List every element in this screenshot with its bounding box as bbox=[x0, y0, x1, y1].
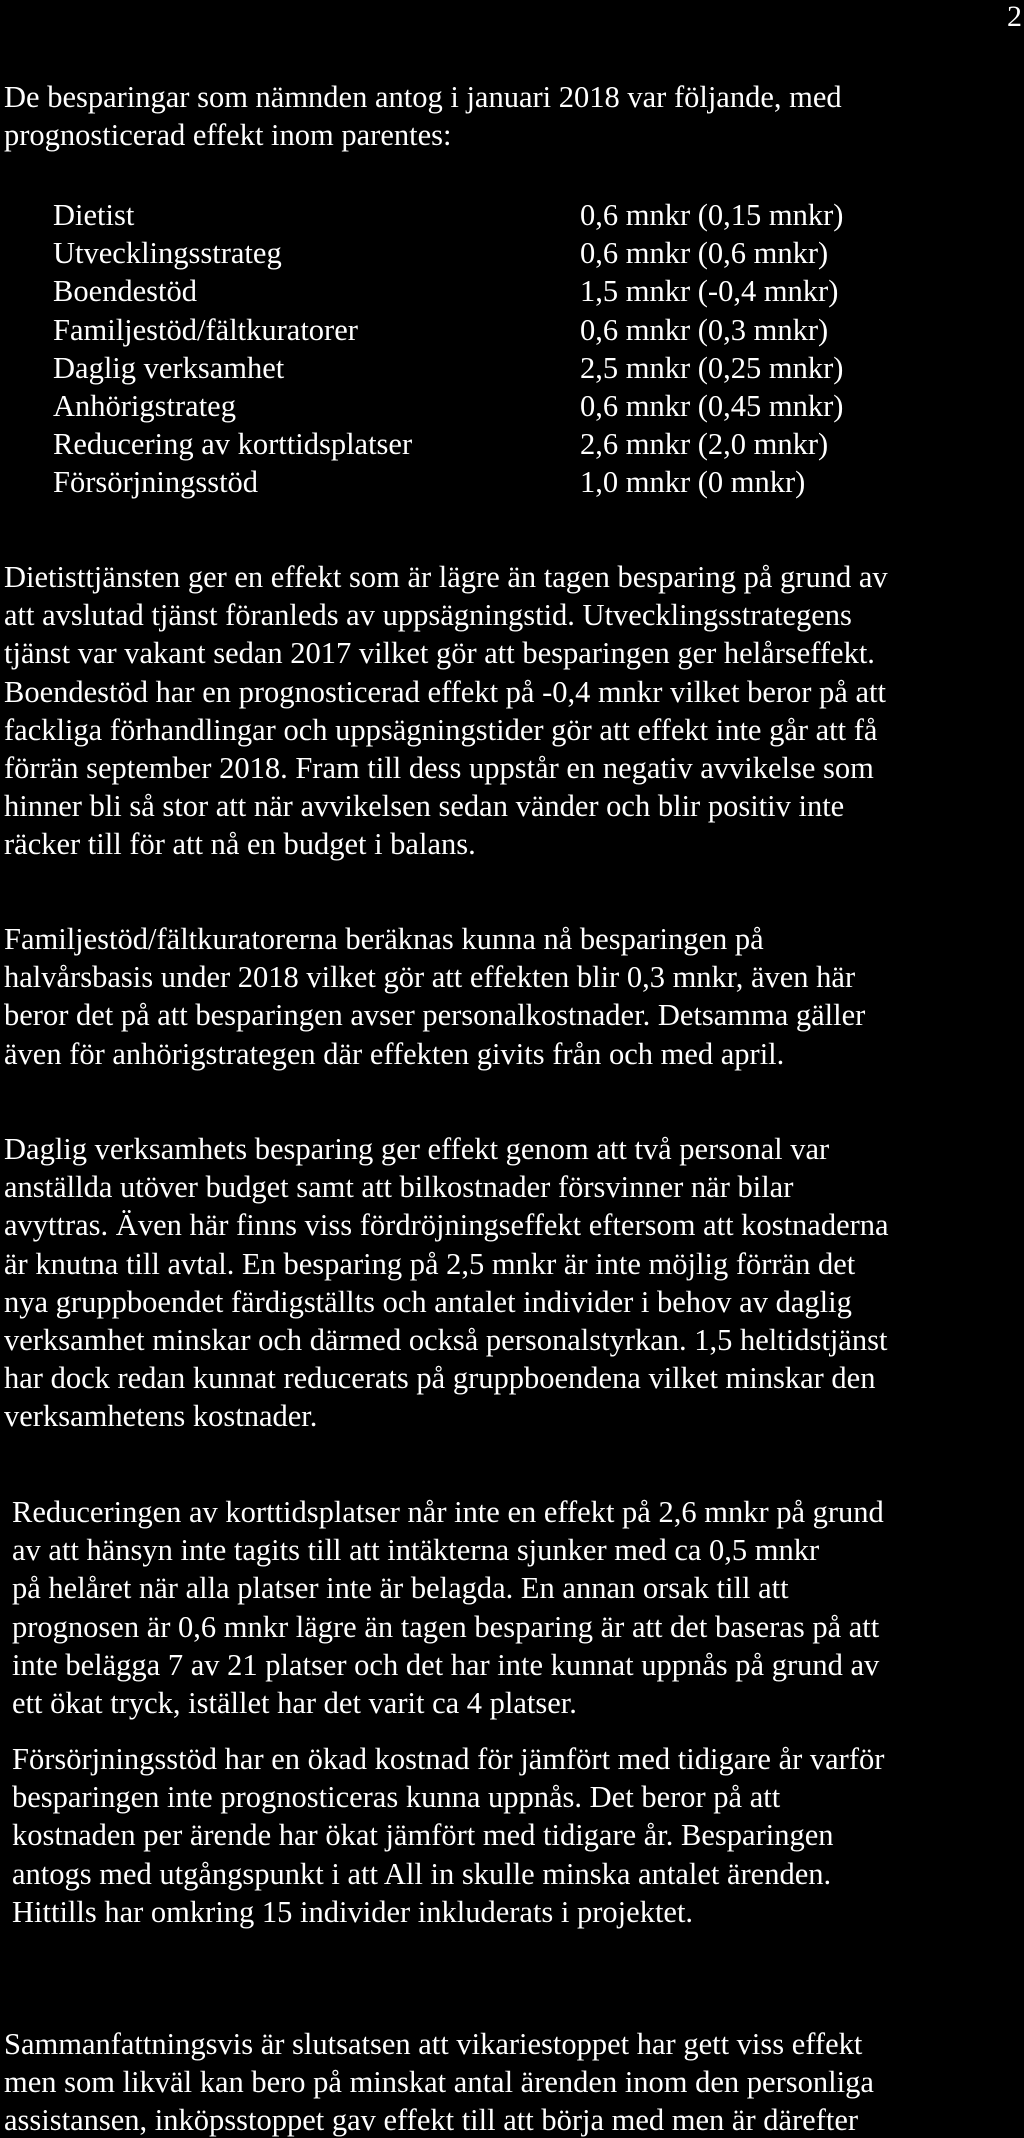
saving-name: Daglig verksamhet bbox=[53, 350, 285, 385]
table-row bbox=[53, 196, 913, 234]
saving-name: Utvecklingsstrateg bbox=[53, 236, 282, 271]
paragraph-familjestod: Familjestöd/fältkuratorerna beräknas kunna nå besparingen på halvårsbasis under 2018 vilket gör att effekten blir 0,3 mnkr, även här beror det på att besparingen avser personalkostnader. Detsamma gäller även för anhörigstrategen där effekten givits från och med april. bbox=[4, 922, 866, 1071]
saving-name: Anhörigstrateg bbox=[53, 389, 236, 424]
saving-effect: 0,6 mnkr (0,3 mnkr) bbox=[580, 312, 829, 347]
paragraph-sammanfattning: Sammanfattningsvis är slutsatsen att vikariestoppet har gett viss effekt men som likväl kan bero på minskat antal ärenden inom den personliga assistansen, inköpsstoppet gav effekt till att börja med men är därefter bbox=[4, 2027, 874, 2138]
saving-effect: 2,5 mnkr (0,25 mnkr) bbox=[580, 350, 844, 385]
saving-effect: 0,6 mnkr (0,15 mnkr) bbox=[580, 198, 844, 232]
page-number: 2 bbox=[1007, 0, 1022, 33]
saving-name: Boendestöd bbox=[53, 274, 198, 309]
saving-effect: 1,5 mnkr (-0,4 mnkr) bbox=[580, 274, 839, 309]
saving-effect: 0,6 mnkr (0,6 mnkr) bbox=[580, 236, 829, 271]
table-row bbox=[53, 349, 913, 387]
table-row bbox=[53, 463, 913, 501]
saving-name: Reducering av korttidsplatser bbox=[53, 427, 413, 462]
savings-table bbox=[53, 196, 913, 502]
table-row bbox=[53, 234, 913, 272]
saving-effect: 2,6 mnkr (2,0 mnkr) bbox=[580, 427, 829, 462]
saving-effect: 0,6 mnkr (0,45 mnkr) bbox=[580, 389, 844, 424]
saving-name: Dietist bbox=[53, 198, 135, 232]
paragraph-forsorjningsstod: Försörjningsstöd har en ökad kostnad för jämfört med tidigare år varför besparingen inte prognosticeras kunna uppnås. Det beror på att kostnaden per ärende har ökat jämfört med tidigare år. Besparingen antogs med utgångspunkt i att All in skulle minska antalet ärenden. Hittills har omkring 15 individer inkluderats i projektet. bbox=[12, 1742, 885, 1929]
paragraph-dietist-boendestod: Dietisttjänsten ger en effekt som är lägre än tagen besparing på grund av att avslutad tjänst föranleds av uppsägningstid. Utvecklingsstrategens tjänst var vakant sedan 2017 vilket gör att besparingen ger helårseffekt. Boendestöd har en prognosticerad effekt på -0,4 mnkr vilket beror på att fackliga förhandlingar och uppsägningstider gör att effekt inte går att få förrän september 2018. Fram till dess uppstår en negativ avvikelse som hinner bli så stor att när avvikelsen sedan vänder och blir positiv inte räcker till för att nå en budget i balans. bbox=[4, 560, 888, 862]
paragraph-korttidsplatser: Reduceringen av korttidsplatser når inte en effekt på 2,6 mnkr på grund av att hänsyn inte tagits till att intäkterna sjunker med ca 0,5 mnkr på helåret när alla platser inte är belagda. En annan orsak till att prognosen är 0,6 mnkr lägre än tagen besparing är att det baseras på att inte belägga 7 av 21 platser och det har inte kunnat uppnås på grund av ett ökat tryck, istället har det varit ca 4 platser. bbox=[12, 1495, 884, 1721]
saving-effect: 1,0 mnkr (0 mnkr) bbox=[580, 465, 806, 500]
table-row bbox=[53, 311, 913, 349]
table-row bbox=[53, 425, 913, 463]
paragraph-daglig-verksamhet: Daglig verksamhets besparing ger effekt genom att två personal var anställda utöver budget samt att bilkostnader försvinner när bilar avyttras. Även här finns viss fördröjningseffekt eftersom att kostnaderna är knutna till avtal. En besparing på 2,5 mnkr är inte möjlig förrän det nya gruppboendet färdigställts och antalet individer i behov av daglig verksamhet minskar och därmed också personalstyrkan. 1,5 heltidstjänst har dock redan kunnat reducerats på gruppboendena vilket minskar den verksamhetens kostnader. bbox=[4, 1132, 889, 1434]
saving-name: Familjestöd/fältkuratorer bbox=[53, 312, 358, 347]
table-row bbox=[53, 387, 913, 425]
saving-name: Försörjningsstöd bbox=[53, 465, 259, 500]
intro-paragraph: De besparingar som nämnden antog i januari 2018 var följande, med prognosticerad effekt inom parentes: bbox=[4, 80, 842, 153]
table-row bbox=[53, 272, 913, 310]
